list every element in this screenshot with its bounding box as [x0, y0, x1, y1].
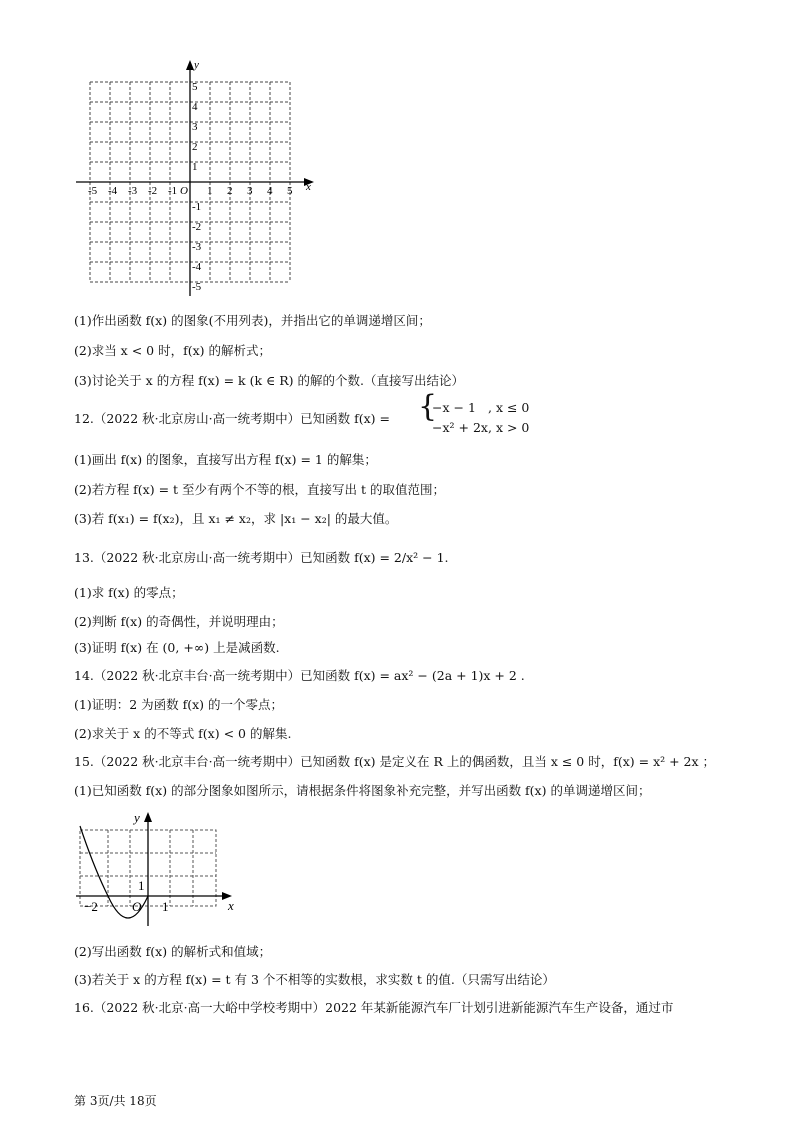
coordinate-grid-graph — [74, 56, 324, 304]
x-tick: 4 — [267, 185, 273, 197]
q12-part2: (2)若方程 f(x) = t 至少有两个不等的根，直接写出 t 的取值范围； — [74, 482, 445, 497]
q14-part1: (1)证明：2 为函数 f(x) 的一个零点； — [74, 697, 284, 712]
origin-label: O — [180, 185, 188, 197]
q15-part2: (2)写出函数 f(x) 的解析式和值域； — [74, 944, 272, 959]
case2-expr: −x² + 2x — [432, 420, 488, 435]
x-axis-label: x — [306, 181, 311, 193]
x-tick: 1 — [207, 185, 213, 197]
x-tick: -3 — [128, 185, 138, 197]
q15-part1: (1)已知函数 f(x) 的部分图象如图所示，请根据条件将图象补充完整，并写出函数 f(x) 的单调递增区间； — [74, 783, 651, 798]
y-tick: -5 — [192, 281, 202, 293]
y-tick: 2 — [192, 141, 198, 153]
x-tick: 5 — [287, 185, 293, 197]
tick-1-y: 1 — [138, 878, 145, 893]
piecewise-brace: { — [418, 389, 438, 424]
y-tick: -1 — [192, 201, 202, 213]
q13-part2: (2)判断 f(x) 的奇偶性，并说明理由； — [74, 614, 284, 629]
y-tick: 5 — [192, 81, 198, 93]
x-tick: 2 — [227, 185, 233, 197]
y-tick: -4 — [192, 261, 202, 273]
q13-stem: 13.（2022 秋·北京房山·高一统考期中）已知函数 f(x) = 2/x² − 1. — [74, 550, 449, 565]
partial-parabola-graph — [74, 810, 244, 928]
y-axis-label: y — [194, 59, 199, 71]
x-tick: 3 — [247, 185, 253, 197]
y-tick: 3 — [192, 121, 198, 133]
page-footer: 第 3页/共 18页 — [74, 1094, 157, 1108]
x-axis-label: x — [228, 898, 234, 913]
q13-part1: (1)求 f(x) 的零点； — [74, 585, 184, 600]
q14-stem: 14.（2022 秋·北京丰台·高一统考期中）已知函数 f(x) = ax² − (2a + 1)x + 2 . — [74, 668, 525, 683]
case1-cond: , x ≤ 0 — [488, 400, 530, 415]
q15-stem: 15.（2022 秋·北京丰台·高一统考期中）已知函数 f(x) 是定义在 R 上的偶函数，且当 x ≤ 0 时，f(x) = x² + 2x ； — [74, 754, 716, 769]
origin-label: O — [132, 899, 142, 914]
y-axis-label: y — [134, 810, 140, 825]
q13-part3: (3)证明 f(x) 在 (0, +∞) 上是减函数. — [74, 640, 280, 655]
q14-part2: (2)求关于 x 的不等式 f(x) < 0 的解集. — [74, 726, 292, 741]
q11-part1: (1)作出函数 f(x) 的图象(不用列表)，并指出它的单调递增区间； — [74, 313, 431, 328]
q12-stem — [74, 411, 390, 427]
q12-stem-text: 12.（2022 秋·北京房山·高一统考期中）已知函数 f(x) = — [74, 411, 390, 426]
q12-piecewise — [418, 389, 558, 438]
q12-part1: (1)画出 f(x) 的图象，直接写出方程 f(x) = 1 的解集； — [74, 452, 377, 467]
q16-stem: 16.（2022 秋·北京·高一大峪中学校考期中）2022 年某新能源汽车厂计划引进新能源汽车生产设备，通过市 — [74, 1000, 674, 1015]
y-tick: -2 — [192, 221, 202, 233]
x-tick: -1 — [168, 185, 178, 197]
q15-part3: (3)若关于 x 的方程 f(x) = t 有 3 个不相等的实数根，求实数 t 的值.（只需写出结论） — [74, 972, 555, 987]
y-tick: 1 — [192, 161, 198, 173]
q12-part3: (3)若 f(x₁) = f(x₂)，且 x₁ ≠ x₂，求 |x₁ − x₂| 的最大值。 — [74, 511, 398, 526]
q11-part3: (3)讨论关于 x 的方程 f(x) = k (k ∈ R) 的解的个数.（直接写出结论） — [74, 373, 464, 388]
tick-1-x: 1 — [162, 899, 169, 914]
x-tick: -5 — [88, 185, 98, 197]
y-tick: 4 — [192, 101, 198, 113]
case2-cond: , x > 0 — [488, 420, 530, 435]
x-tick: -2 — [148, 185, 158, 197]
tick-neg2: −2 — [84, 899, 98, 914]
case1-expr: −x − 1 — [432, 400, 476, 415]
q11-part2: (2)求当 x < 0 时，f(x) 的解析式； — [74, 343, 271, 358]
x-tick: -4 — [108, 185, 118, 197]
y-tick: -3 — [192, 241, 202, 253]
